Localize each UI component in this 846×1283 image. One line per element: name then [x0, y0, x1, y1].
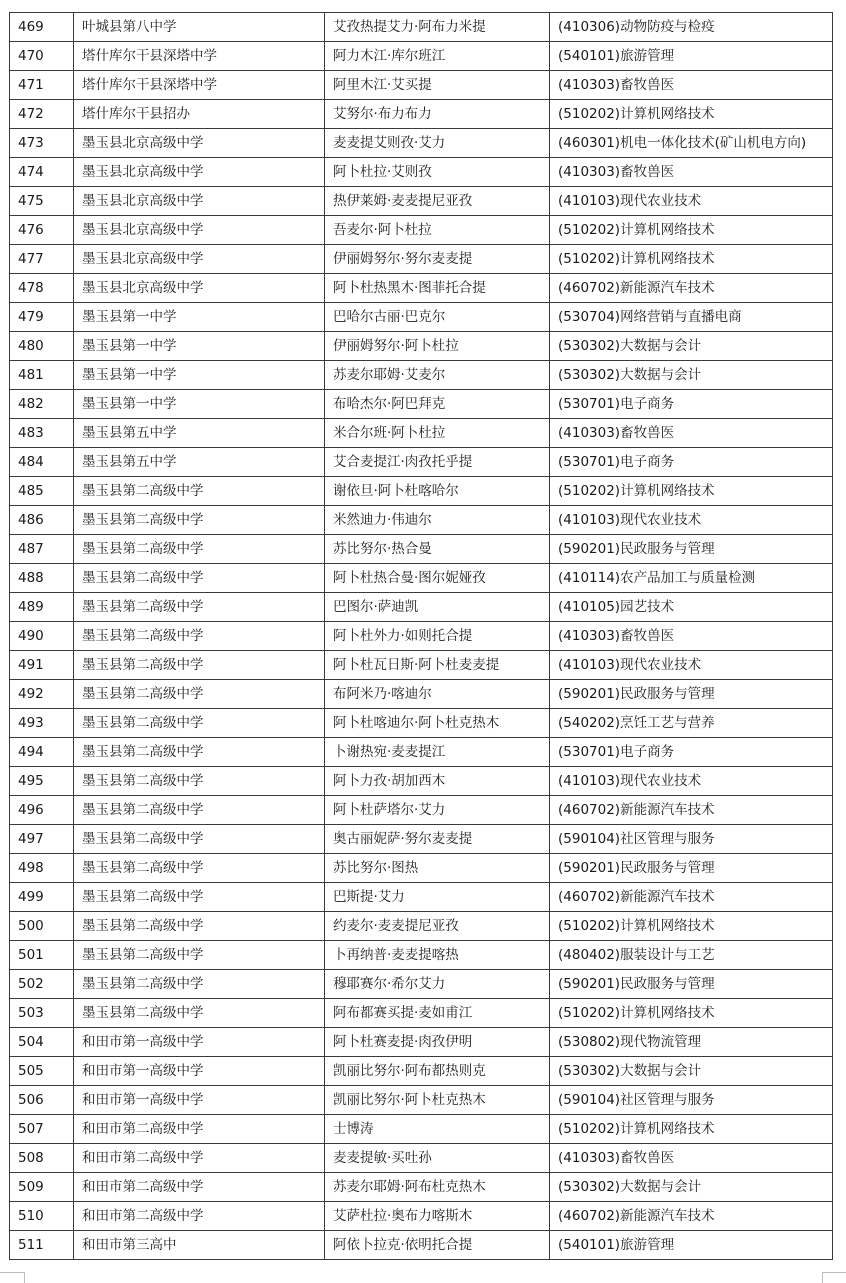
major-cell: (530704)网络营销与直播电商: [550, 303, 833, 332]
student-name-cell: 阿卜杜外力·如则托合提: [325, 622, 550, 651]
major-cell: (530701)电子商务: [550, 390, 833, 419]
row-number-cell: 484: [10, 448, 74, 477]
major-cell: (590104)社区管理与服务: [550, 825, 833, 854]
row-number-cell: 503: [10, 999, 74, 1028]
major-cell: (530302)大数据与会计: [550, 1173, 833, 1202]
student-name-cell: 吾麦尔·阿卜杜拉: [325, 216, 550, 245]
table-row: [10, 1231, 833, 1260]
student-name-cell: 奥古丽妮萨·努尔麦麦提: [325, 825, 550, 854]
table-row: [10, 564, 833, 593]
school-cell: 塔什库尔干县深塔中学: [74, 42, 325, 71]
school-cell: 墨玉县第一中学: [74, 361, 325, 390]
major-cell: (530302)大数据与会计: [550, 332, 833, 361]
table-row: [10, 448, 833, 477]
table-row: [10, 129, 833, 158]
school-cell: 塔什库尔干县深塔中学: [74, 71, 325, 100]
school-cell: 墨玉县北京高级中学: [74, 129, 325, 158]
row-number-cell: 504: [10, 1028, 74, 1057]
major-cell: (510202)计算机网络技术: [550, 216, 833, 245]
major-cell: (410103)现代农业技术: [550, 506, 833, 535]
table-row: [10, 535, 833, 564]
student-name-cell: 阿力木江·库尔班江: [325, 42, 550, 71]
school-cell: 叶城县第八中学: [74, 13, 325, 42]
row-number-cell: 492: [10, 680, 74, 709]
table-row: [10, 738, 833, 767]
student-name-cell: 伊丽姆努尔·努尔麦麦提: [325, 245, 550, 274]
table-row: [10, 477, 833, 506]
school-cell: 墨玉县第二高级中学: [74, 738, 325, 767]
major-cell: (410303)畜牧兽医: [550, 1144, 833, 1173]
student-name-cell: 阿依卜拉克·依明托合提: [325, 1231, 550, 1260]
table-row: [10, 419, 833, 448]
student-name-cell: 巴斯提·艾力: [325, 883, 550, 912]
table-row: [10, 216, 833, 245]
student-name-cell: 艾孜热提艾力·阿布力米提: [325, 13, 550, 42]
row-number-cell: 479: [10, 303, 74, 332]
table-row: [10, 303, 833, 332]
table-row: [10, 651, 833, 680]
table-row: [10, 13, 833, 42]
table-row: [10, 187, 833, 216]
table-row: [10, 1115, 833, 1144]
row-number-cell: 472: [10, 100, 74, 129]
major-cell: (540101)旅游管理: [550, 1231, 833, 1260]
table-row: [10, 825, 833, 854]
row-number-cell: 507: [10, 1115, 74, 1144]
student-name-cell: 艾萨杜拉·奥布力喀斯木: [325, 1202, 550, 1231]
row-number-cell: 470: [10, 42, 74, 71]
student-name-cell: 阿卜杜赛麦提·肉孜伊明: [325, 1028, 550, 1057]
school-cell: 墨玉县北京高级中学: [74, 187, 325, 216]
major-cell: (410303)畜牧兽医: [550, 622, 833, 651]
school-cell: 和田市第二高级中学: [74, 1202, 325, 1231]
student-name-cell: 麦麦提敏·买吐孙: [325, 1144, 550, 1173]
student-name-cell: 阿卜杜萨塔尔·艾力: [325, 796, 550, 825]
table-row: [10, 709, 833, 738]
student-name-cell: 阿卜杜热合曼·图尔妮娅孜: [325, 564, 550, 593]
row-number-cell: 499: [10, 883, 74, 912]
table-row: [10, 999, 833, 1028]
major-cell: (460702)新能源汽车技术: [550, 1202, 833, 1231]
row-number-cell: 491: [10, 651, 74, 680]
school-cell: 墨玉县第二高级中学: [74, 796, 325, 825]
table-row: [10, 622, 833, 651]
student-name-cell: 艾努尔·布力布力: [325, 100, 550, 129]
row-number-cell: 508: [10, 1144, 74, 1173]
table-row: [10, 42, 833, 71]
student-name-cell: 布哈杰尔·阿巴拜克: [325, 390, 550, 419]
row-number-cell: 489: [10, 593, 74, 622]
table-row: [10, 970, 833, 999]
major-cell: (590201)民政服务与管理: [550, 854, 833, 883]
school-cell: 墨玉县北京高级中学: [74, 216, 325, 245]
row-number-cell: 469: [10, 13, 74, 42]
student-name-cell: 凯丽比努尔·阿布都热则克: [325, 1057, 550, 1086]
row-number-cell: 480: [10, 332, 74, 361]
school-cell: 墨玉县第二高级中学: [74, 767, 325, 796]
student-name-cell: 谢依旦·阿卜杜喀哈尔: [325, 477, 550, 506]
table-row: [10, 1086, 833, 1115]
table-row: [10, 912, 833, 941]
major-cell: (410303)畜牧兽医: [550, 158, 833, 187]
student-name-cell: 阿卜力孜·胡加西木: [325, 767, 550, 796]
student-name-cell: 阿卜杜拉·艾则孜: [325, 158, 550, 187]
student-name-cell: 苏比努尔·热合曼: [325, 535, 550, 564]
school-cell: 墨玉县第二高级中学: [74, 709, 325, 738]
student-name-cell: 阿卜杜喀迪尔·阿卜杜克热木: [325, 709, 550, 738]
school-cell: 墨玉县第五中学: [74, 419, 325, 448]
student-name-cell: 卜再纳普·麦麦提喀热: [325, 941, 550, 970]
student-name-cell: 伊丽姆努尔·阿卜杜拉: [325, 332, 550, 361]
major-cell: (510202)计算机网络技术: [550, 999, 833, 1028]
page-corner-mark-left: [0, 1272, 25, 1283]
school-cell: 墨玉县第二高级中学: [74, 564, 325, 593]
major-cell: (460301)机电一体化技术(矿山机电方向): [550, 129, 833, 158]
school-cell: 墨玉县第二高级中学: [74, 477, 325, 506]
school-cell: 和田市第二高级中学: [74, 1144, 325, 1173]
row-number-cell: 502: [10, 970, 74, 999]
table-row: [10, 100, 833, 129]
student-name-cell: 士博涛: [325, 1115, 550, 1144]
row-number-cell: 497: [10, 825, 74, 854]
major-cell: (530302)大数据与会计: [550, 361, 833, 390]
row-number-cell: 471: [10, 71, 74, 100]
school-cell: 墨玉县第二高级中学: [74, 854, 325, 883]
table-row: [10, 1173, 833, 1202]
table-body: [10, 13, 833, 1260]
major-cell: (410303)畜牧兽医: [550, 71, 833, 100]
table-row: [10, 1144, 833, 1173]
major-cell: (460702)新能源汽车技术: [550, 796, 833, 825]
table-row: [10, 767, 833, 796]
row-number-cell: 475: [10, 187, 74, 216]
school-cell: 墨玉县第二高级中学: [74, 912, 325, 941]
admission-table: [9, 12, 833, 1260]
row-number-cell: 505: [10, 1057, 74, 1086]
row-number-cell: 476: [10, 216, 74, 245]
student-name-cell: 阿卜杜热黑木·图菲托合提: [325, 274, 550, 303]
school-cell: 和田市第一高级中学: [74, 1057, 325, 1086]
school-cell: 和田市第一高级中学: [74, 1086, 325, 1115]
table-row: [10, 593, 833, 622]
school-cell: 和田市第三高中: [74, 1231, 325, 1260]
table-row: [10, 941, 833, 970]
school-cell: 墨玉县第一中学: [74, 390, 325, 419]
school-cell: 墨玉县第二高级中学: [74, 506, 325, 535]
school-cell: 墨玉县第二高级中学: [74, 970, 325, 999]
student-name-cell: 阿卜杜瓦日斯·阿卜杜麦麦提: [325, 651, 550, 680]
row-number-cell: 493: [10, 709, 74, 738]
major-cell: (410306)动物防疫与检疫: [550, 13, 833, 42]
major-cell: (590104)社区管理与服务: [550, 1086, 833, 1115]
major-cell: (540101)旅游管理: [550, 42, 833, 71]
school-cell: 墨玉县北京高级中学: [74, 245, 325, 274]
major-cell: (530701)电子商务: [550, 738, 833, 767]
student-name-cell: 米然迪力·伟迪尔: [325, 506, 550, 535]
major-cell: (510202)计算机网络技术: [550, 245, 833, 274]
school-cell: 墨玉县北京高级中学: [74, 274, 325, 303]
row-number-cell: 506: [10, 1086, 74, 1115]
student-name-cell: 巴哈尔古丽·巴克尔: [325, 303, 550, 332]
major-cell: (510202)计算机网络技术: [550, 912, 833, 941]
row-number-cell: 487: [10, 535, 74, 564]
major-cell: (510202)计算机网络技术: [550, 100, 833, 129]
school-cell: 墨玉县第二高级中学: [74, 651, 325, 680]
major-cell: (410103)现代农业技术: [550, 187, 833, 216]
table-row: [10, 1202, 833, 1231]
row-number-cell: 511: [10, 1231, 74, 1260]
row-number-cell: 477: [10, 245, 74, 274]
row-number-cell: 498: [10, 854, 74, 883]
page-corner-mark-right: [822, 1272, 846, 1283]
school-cell: 墨玉县第二高级中学: [74, 883, 325, 912]
major-cell: (510202)计算机网络技术: [550, 477, 833, 506]
table-row: [10, 796, 833, 825]
row-number-cell: 483: [10, 419, 74, 448]
student-name-cell: 苏比努尔·图热: [325, 854, 550, 883]
row-number-cell: 510: [10, 1202, 74, 1231]
school-cell: 墨玉县北京高级中学: [74, 158, 325, 187]
table-row: [10, 883, 833, 912]
student-name-cell: 巴图尔·萨迪凯: [325, 593, 550, 622]
major-cell: (480402)服装设计与工艺: [550, 941, 833, 970]
student-name-cell: 约麦尔·麦麦提尼亚孜: [325, 912, 550, 941]
major-cell: (410114)农产品加工与质量检测: [550, 564, 833, 593]
school-cell: 墨玉县第五中学: [74, 448, 325, 477]
major-cell: (530302)大数据与会计: [550, 1057, 833, 1086]
student-name-cell: 麦麦提艾则孜·艾力: [325, 129, 550, 158]
major-cell: (410303)畜牧兽医: [550, 419, 833, 448]
major-cell: (410103)现代农业技术: [550, 767, 833, 796]
row-number-cell: 501: [10, 941, 74, 970]
student-name-cell: 苏麦尔耶姆·艾麦尔: [325, 361, 550, 390]
table-row: [10, 158, 833, 187]
major-cell: (590201)民政服务与管理: [550, 535, 833, 564]
row-number-cell: 500: [10, 912, 74, 941]
table-row: [10, 1057, 833, 1086]
table-row: [10, 332, 833, 361]
student-name-cell: 卜谢热宛·麦麦提江: [325, 738, 550, 767]
row-number-cell: 481: [10, 361, 74, 390]
row-number-cell: 482: [10, 390, 74, 419]
row-number-cell: 478: [10, 274, 74, 303]
student-name-cell: 米合尔班·阿卜杜拉: [325, 419, 550, 448]
major-cell: (590201)民政服务与管理: [550, 680, 833, 709]
major-cell: (460702)新能源汽车技术: [550, 274, 833, 303]
row-number-cell: 490: [10, 622, 74, 651]
major-cell: (590201)民政服务与管理: [550, 970, 833, 999]
school-cell: 墨玉县第一中学: [74, 332, 325, 361]
major-cell: (410103)现代农业技术: [550, 651, 833, 680]
school-cell: 塔什库尔干县招办: [74, 100, 325, 129]
row-number-cell: 495: [10, 767, 74, 796]
row-number-cell: 474: [10, 158, 74, 187]
school-cell: 墨玉县第二高级中学: [74, 680, 325, 709]
row-number-cell: 509: [10, 1173, 74, 1202]
table-row: [10, 854, 833, 883]
school-cell: 墨玉县第二高级中学: [74, 535, 325, 564]
row-number-cell: 485: [10, 477, 74, 506]
student-name-cell: 热伊莱姆·麦麦提尼亚孜: [325, 187, 550, 216]
school-cell: 和田市第一高级中学: [74, 1028, 325, 1057]
school-cell: 墨玉县第二高级中学: [74, 622, 325, 651]
row-number-cell: 496: [10, 796, 74, 825]
major-cell: (510202)计算机网络技术: [550, 1115, 833, 1144]
school-cell: 和田市第二高级中学: [74, 1173, 325, 1202]
table-row: [10, 506, 833, 535]
major-cell: (540202)烹饪工艺与营养: [550, 709, 833, 738]
student-name-cell: 艾合麦提江·肉孜托乎提: [325, 448, 550, 477]
row-number-cell: 473: [10, 129, 74, 158]
school-cell: 和田市第二高级中学: [74, 1115, 325, 1144]
major-cell: (530701)电子商务: [550, 448, 833, 477]
student-name-cell: 阿布都赛买提·麦如甫江: [325, 999, 550, 1028]
table-row: [10, 361, 833, 390]
table-row: [10, 274, 833, 303]
student-name-cell: 苏麦尔耶姆·阿布杜克热木: [325, 1173, 550, 1202]
table-row: [10, 245, 833, 274]
major-cell: (410105)园艺技术: [550, 593, 833, 622]
school-cell: 墨玉县第二高级中学: [74, 593, 325, 622]
table-row: [10, 390, 833, 419]
student-name-cell: 阿里木江·艾买提: [325, 71, 550, 100]
row-number-cell: 488: [10, 564, 74, 593]
table-row: [10, 71, 833, 100]
table-row: [10, 680, 833, 709]
major-cell: (530802)现代物流管理: [550, 1028, 833, 1057]
major-cell: (460702)新能源汽车技术: [550, 883, 833, 912]
table-row: [10, 1028, 833, 1057]
student-name-cell: 布阿米乃·喀迪尔: [325, 680, 550, 709]
school-cell: 墨玉县第一中学: [74, 303, 325, 332]
school-cell: 墨玉县第二高级中学: [74, 999, 325, 1028]
student-name-cell: 穆耶赛尔·希尔艾力: [325, 970, 550, 999]
student-name-cell: 凯丽比努尔·阿卜杜克热木: [325, 1086, 550, 1115]
row-number-cell: 494: [10, 738, 74, 767]
school-cell: 墨玉县第二高级中学: [74, 825, 325, 854]
row-number-cell: 486: [10, 506, 74, 535]
school-cell: 墨玉县第二高级中学: [74, 941, 325, 970]
